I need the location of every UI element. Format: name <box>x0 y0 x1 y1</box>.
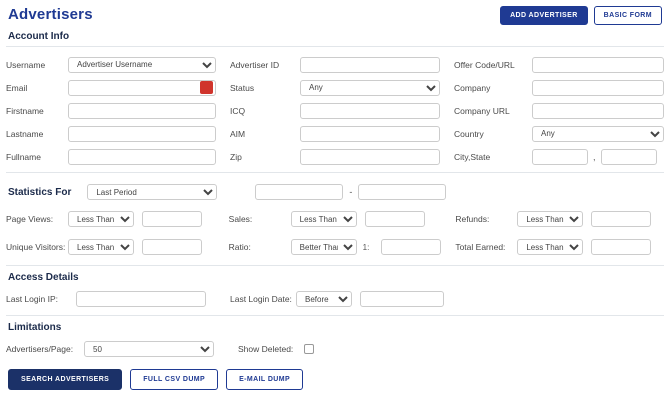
statistics-grid <box>6 205 664 261</box>
advertiser-id-input[interactable] <box>300 57 440 73</box>
last-login-ip-input[interactable] <box>76 291 206 307</box>
field-fullname <box>6 145 216 168</box>
email-dump-button[interactable]: E-MAIL DUMP <box>226 369 303 390</box>
date-to-input[interactable] <box>358 184 446 200</box>
field-email <box>6 76 216 99</box>
firstname-label: Firstname <box>6 105 44 116</box>
stats-column-left <box>6 205 215 261</box>
firstname-field-wrap <box>68 103 216 119</box>
refunds-value-input[interactable] <box>591 211 651 227</box>
footer-actions <box>6 369 664 390</box>
city-state-separator: , <box>593 151 596 162</box>
field-lastname <box>6 122 216 145</box>
refunds-operator-select[interactable] <box>517 211 583 227</box>
sales-label: Sales: <box>228 214 253 224</box>
company-label: Company <box>454 82 491 93</box>
unique-visitors-label: Unique Visitors: <box>6 242 66 252</box>
account-column-right <box>454 53 664 168</box>
company-input[interactable] <box>532 80 664 96</box>
total-earned-label: Total Earned: <box>455 242 506 252</box>
icq-field-wrap <box>300 103 440 119</box>
username-select[interactable] <box>68 57 216 73</box>
page-views-value-input[interactable] <box>142 211 202 227</box>
company-field-wrap <box>532 80 664 96</box>
field-company-url <box>454 99 664 122</box>
page-title: Advertisers <box>8 6 93 23</box>
add-advertiser-button[interactable]: ADD ADVERTISER <box>500 6 588 25</box>
icq-input[interactable] <box>300 103 440 119</box>
country-label: Country <box>454 128 484 139</box>
total-earned-value-input[interactable] <box>591 239 651 255</box>
username-field-wrap <box>68 57 216 73</box>
show-deleted-label: Show Deleted: <box>238 344 294 354</box>
lastname-input[interactable] <box>68 126 216 142</box>
country-select[interactable] <box>532 126 664 142</box>
zip-label: Zip <box>230 151 242 162</box>
total-earned-operator-select[interactable] <box>517 239 583 255</box>
basic-form-button[interactable]: BASIC FORM <box>594 6 662 25</box>
city-state-label: City,State <box>454 151 491 162</box>
last-login-date-label: Last Login Date: <box>230 294 292 304</box>
refunds-label: Refunds: <box>455 214 490 224</box>
username-label: Username <box>6 59 46 70</box>
email-field-wrap <box>68 80 216 96</box>
zip-input[interactable] <box>300 149 440 165</box>
show-deleted-checkbox[interactable] <box>304 344 314 354</box>
city-input[interactable] <box>532 149 588 165</box>
account-column-middle <box>230 53 440 168</box>
header-actions <box>500 6 662 25</box>
state-input[interactable] <box>601 149 657 165</box>
statistics-header <box>6 179 664 205</box>
required-marker-icon <box>200 81 213 94</box>
field-username <box>6 53 216 76</box>
stat-row-total-earned <box>455 233 664 261</box>
ratio-operator-select[interactable] <box>291 239 357 255</box>
field-firstname <box>6 99 216 122</box>
unique-visitors-value-input[interactable] <box>142 239 202 255</box>
zip-field-wrap <box>300 149 440 165</box>
company-url-field-wrap <box>532 103 664 119</box>
company-url-label: Company URL <box>454 105 510 116</box>
limitations-row <box>6 337 664 361</box>
icq-label: ICQ <box>230 105 246 116</box>
divider <box>6 46 664 47</box>
stat-row-ratio <box>229 233 442 261</box>
advertiser-id-label: Advertiser ID <box>230 59 280 70</box>
field-status <box>230 76 440 99</box>
search-advertisers-button[interactable]: SEARCH ADVERTISERS <box>8 369 122 390</box>
stat-row-page-views <box>6 205 215 233</box>
field-offer-code-url <box>454 53 664 76</box>
advertisers-per-page-label: Advertisers/Page: <box>6 344 74 354</box>
statistics-heading: Statistics For <box>8 186 72 198</box>
fullname-input[interactable] <box>68 149 216 165</box>
advertisers-per-page-select[interactable] <box>84 341 214 357</box>
divider-access <box>6 265 664 266</box>
firstname-input[interactable] <box>68 103 216 119</box>
access-details-row <box>6 287 664 311</box>
offer-code-url-label: Offer Code/URL <box>454 59 515 70</box>
field-city-state <box>454 145 664 168</box>
sales-value-input[interactable] <box>365 211 425 227</box>
lastname-field-wrap <box>68 126 216 142</box>
field-aim <box>230 122 440 145</box>
unique-visitors-operator-select[interactable] <box>68 239 134 255</box>
divider-limitations <box>6 315 664 316</box>
date-from-input[interactable] <box>255 184 343 200</box>
stat-row-refunds <box>455 205 664 233</box>
last-login-date-operator-select[interactable] <box>296 291 352 307</box>
aim-input[interactable] <box>300 126 440 142</box>
account-column-left <box>6 53 216 168</box>
email-input[interactable] <box>68 80 216 96</box>
status-select[interactable] <box>300 80 440 96</box>
last-login-date-input[interactable] <box>360 291 444 307</box>
fullname-field-wrap <box>68 149 216 165</box>
statistics-period-select[interactable] <box>87 184 217 200</box>
account-info-grid <box>6 53 664 168</box>
status-label: Status <box>230 82 255 93</box>
date-range-dash: - <box>349 187 353 197</box>
ratio-value-input[interactable] <box>381 239 441 255</box>
field-icq <box>230 99 440 122</box>
statistics-date-range <box>255 184 446 200</box>
ratio-separator-label: 1: <box>362 242 370 252</box>
limitations-heading: Limitations <box>8 322 62 333</box>
company-url-input[interactable] <box>532 103 664 119</box>
city-state-field-wrap <box>532 149 664 165</box>
aim-label: AIM <box>230 128 246 139</box>
page-views-operator-select[interactable] <box>68 211 134 227</box>
stat-row-unique-visitors <box>6 233 215 261</box>
offer-code-url-field-wrap <box>532 57 664 73</box>
divider-statistics <box>6 172 664 173</box>
field-advertiser-id <box>230 53 440 76</box>
access-details-heading: Access Details <box>8 272 79 283</box>
lastname-label: Lastname <box>6 128 44 139</box>
last-login-ip-label: Last Login IP: <box>6 294 58 304</box>
status-field-wrap <box>300 80 440 96</box>
stats-column-right <box>455 205 664 261</box>
page-header <box>6 0 664 29</box>
field-company <box>454 76 664 99</box>
account-info-heading: Account Info <box>8 31 70 42</box>
field-country <box>454 122 664 145</box>
email-label: Email <box>6 82 28 93</box>
field-zip <box>230 145 440 168</box>
stat-row-sales <box>229 205 442 233</box>
advertiser-id-field-wrap <box>300 57 440 73</box>
ratio-label: Ratio: <box>228 242 251 252</box>
full-csv-dump-button[interactable]: FULL CSV DUMP <box>130 369 218 390</box>
page-views-label: Page Views: <box>6 214 54 224</box>
aim-field-wrap <box>300 126 440 142</box>
country-field-wrap <box>532 126 664 142</box>
stats-column-middle <box>229 205 442 261</box>
sales-operator-select[interactable] <box>291 211 357 227</box>
fullname-label: Fullname <box>6 151 41 162</box>
offer-code-url-input[interactable] <box>532 57 664 73</box>
